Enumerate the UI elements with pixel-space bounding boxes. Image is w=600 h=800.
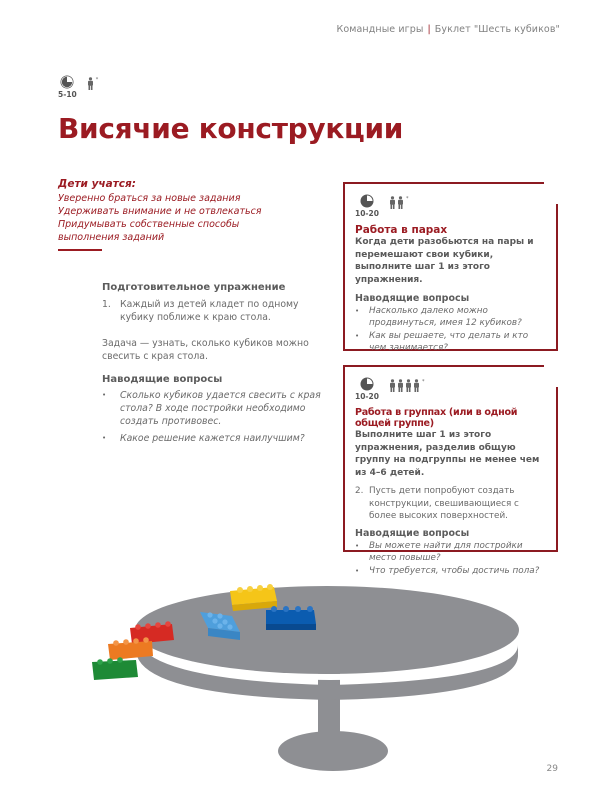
age-label: 10-20 <box>355 392 379 401</box>
questions-heading: Наводящие вопросы <box>102 374 223 385</box>
question-item <box>355 330 546 354</box>
question-text: Вы можете найти для постройки место повыше? <box>369 540 523 563</box>
person-icon <box>405 379 412 392</box>
header-separator: | <box>427 24 431 35</box>
preparatory-exercise <box>102 282 330 445</box>
duration <box>355 377 379 401</box>
learning-goals <box>58 178 308 251</box>
people-count <box>389 379 425 392</box>
page-title: Висячие конструкции <box>58 112 404 145</box>
border-gap <box>544 365 558 387</box>
person-icon <box>87 77 94 90</box>
bullet: • <box>355 566 360 575</box>
groups-meta <box>355 377 546 401</box>
clock-icon <box>360 194 374 208</box>
person-icon <box>397 379 404 392</box>
people-count <box>87 77 99 90</box>
bullet: • <box>102 391 107 399</box>
activity-meta <box>58 75 98 99</box>
learning-goals-heading: Дети учатся: <box>58 178 136 190</box>
age-label: 10-20 <box>355 209 379 218</box>
step-number: 1. <box>102 299 111 310</box>
question-text: Насколько далеко можно продвинуться, имея 12 кубиков? <box>369 306 522 328</box>
duration <box>58 75 77 99</box>
question-text: Что требуется, чтобы достичь пола? <box>369 565 540 576</box>
bullet: • <box>355 541 360 550</box>
person-icon <box>413 379 420 392</box>
step-number: 2. <box>355 486 364 496</box>
pairs-heading: Работа в парах <box>355 224 448 236</box>
person-icon <box>389 379 396 392</box>
learning-goal: Придумывать собственные способы <box>58 219 240 230</box>
question-text: Какое решение кажется наилучшим? <box>120 433 305 444</box>
question-text: Сколько кубиков удается свесить с края стола? В ходе постройки необходимо создать противовес. <box>120 390 321 427</box>
running-header <box>336 24 560 35</box>
header-booklet: Буклет "Шесть кубиков" <box>434 24 560 35</box>
border-gap <box>544 182 558 204</box>
page-number: 29 <box>546 764 558 774</box>
pairs-meta <box>355 194 546 218</box>
questions-heading: Наводящие вопросы <box>355 527 470 539</box>
age-label: 5-10 <box>58 90 77 99</box>
brick-green <box>92 657 138 680</box>
person-icon <box>389 196 396 209</box>
groups-box <box>343 365 558 576</box>
step-text: Пусть дети попробуют создать конструкции, свешивающиеся с более высоких поверхностей. <box>369 486 519 521</box>
prep-step <box>102 298 330 324</box>
groups-heading: Работа в группах (или в одной общей группе) <box>355 407 518 429</box>
brick-yellow <box>230 584 277 611</box>
divider <box>58 249 102 251</box>
asterisk: * <box>422 379 425 385</box>
people-count <box>389 196 409 209</box>
groups-text: Выполните шаг 1 из этого упражнения, разделив общую группу на подгруппы не менее чем из 4–6 детей. <box>355 430 540 478</box>
pairs-box <box>343 182 558 351</box>
learning-goal: выполнения заданий <box>58 232 165 243</box>
table-top <box>135 586 519 674</box>
clock-icon <box>60 75 74 89</box>
clock-icon <box>360 377 374 391</box>
question-text: Как вы решаете, что делать и кто чем занимается? <box>369 331 529 353</box>
person-icon <box>397 196 404 209</box>
groups-step <box>355 485 546 523</box>
prep-heading: Подготовительное упражнение <box>102 282 286 293</box>
step-text: Каждый из детей кладет по одному кубику поближе к краю стола. <box>120 299 299 323</box>
prep-task: Задача — узнать, сколько кубиков можно свесить с края стола. <box>102 338 309 362</box>
bullet: • <box>355 332 360 340</box>
bullet: • <box>355 307 360 315</box>
questions-heading: Наводящие вопросы <box>355 293 470 304</box>
asterisk: * <box>95 77 99 83</box>
table-illustration <box>80 560 520 780</box>
learning-goal: Удерживать внимание и не отвлекаться <box>58 206 262 217</box>
learning-goal: Уверенно браться за новые задания <box>58 193 241 204</box>
bullet: • <box>102 434 107 442</box>
question-item <box>355 305 546 329</box>
pairs-text: Когда дети разобьются на пары и перемешают свои кубики, выполните шаг 1 из этого упражнения. <box>355 237 534 285</box>
question-item <box>102 389 330 428</box>
table <box>135 586 519 771</box>
asterisk: * <box>406 196 409 202</box>
header-section: Командные игры <box>336 24 424 35</box>
duration <box>355 194 379 218</box>
brick-orange <box>108 637 153 660</box>
question-item <box>102 432 330 445</box>
